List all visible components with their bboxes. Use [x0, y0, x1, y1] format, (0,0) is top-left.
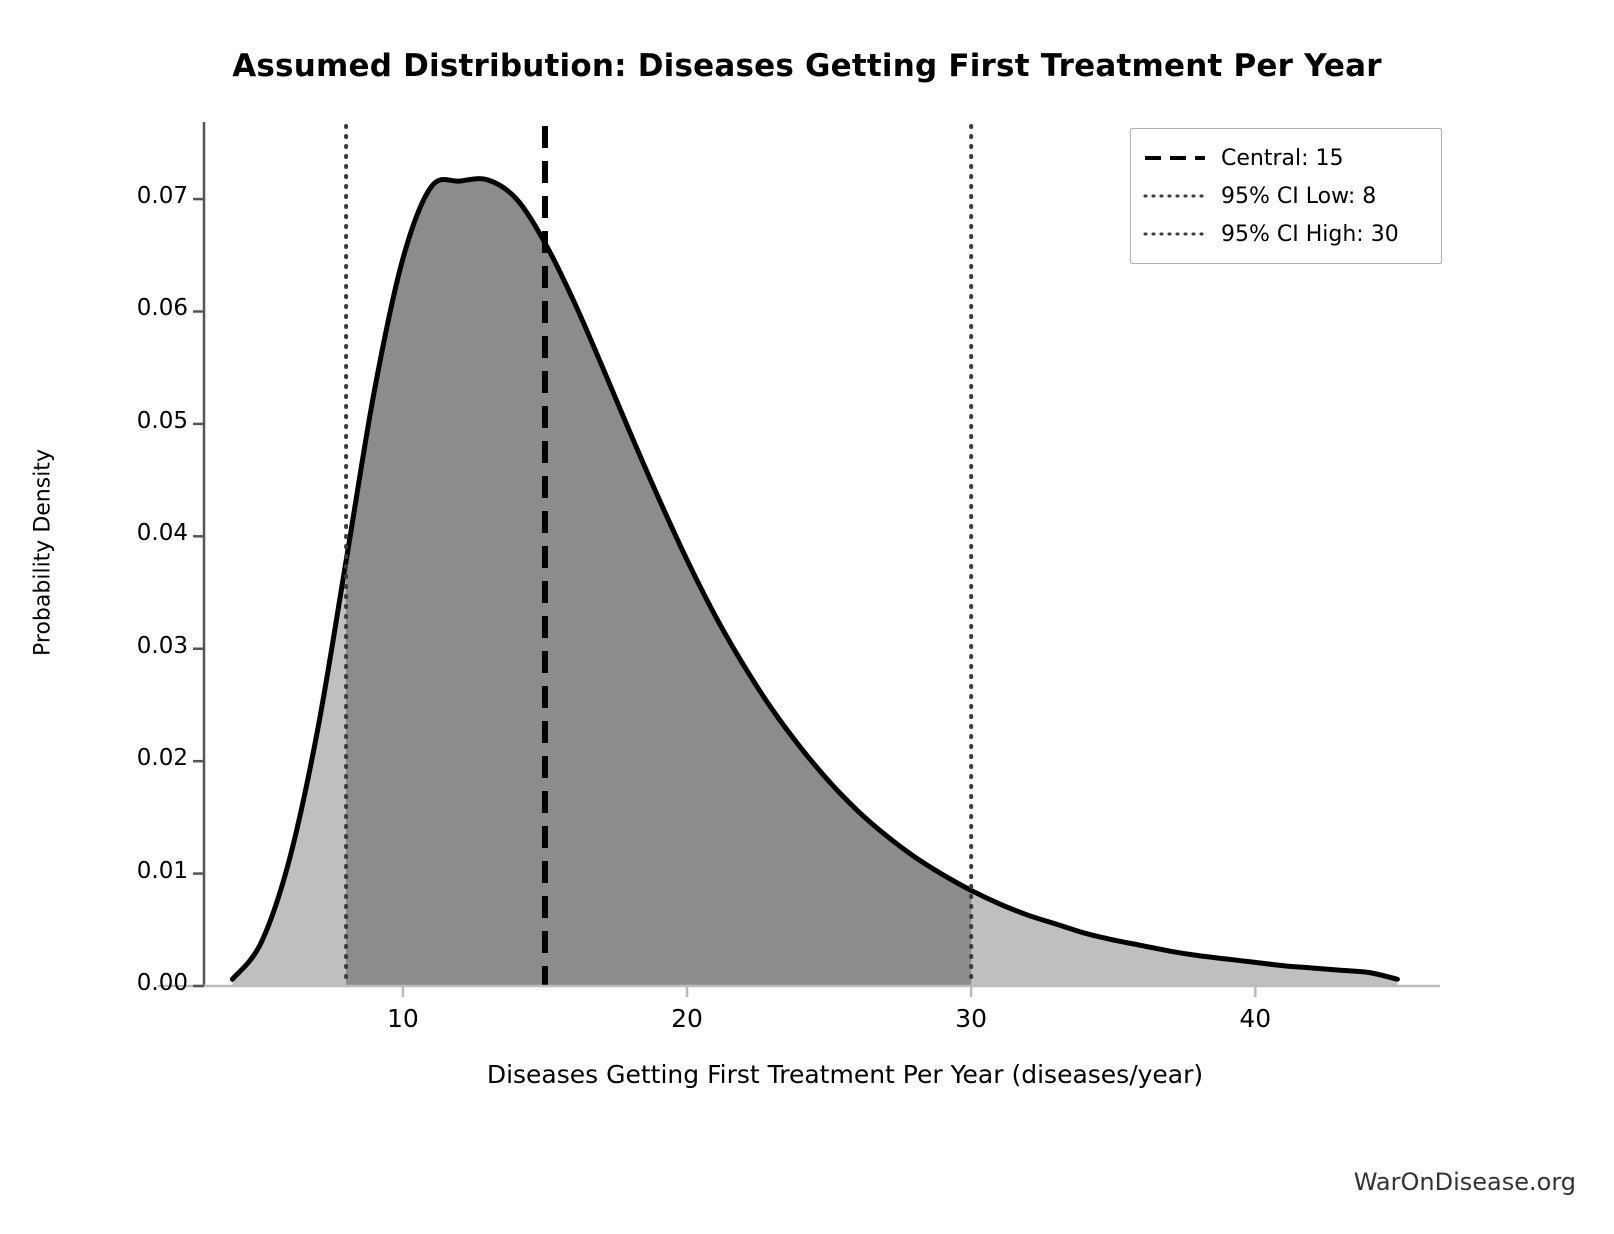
y-tick-label: 0.07: [136, 183, 188, 210]
y-tick-label: 0.04: [136, 520, 188, 547]
x-tick-label: 10: [386, 1004, 419, 1033]
legend-item-ci-low: [1143, 177, 1429, 215]
y-axis-label: Probability Density: [30, 449, 56, 656]
y-tick-label: 0.05: [136, 407, 188, 434]
legend-label-ci-low: 95% CI Low: 8: [1221, 183, 1377, 209]
legend-label-central: Central: 15: [1221, 145, 1344, 171]
chart-title: Assumed Distribution: Diseases Getting First Treatment Per Year: [232, 48, 1382, 84]
area-fill-inside-ci: [232, 179, 1397, 986]
legend: [1130, 128, 1442, 264]
y-tick-label: 0.01: [136, 857, 188, 884]
y-tick-label: 0.06: [136, 295, 188, 322]
legend-item-ci-high: [1143, 215, 1429, 253]
x-axis-label: Diseases Getting First Treatment Per Year (diseases/year): [486, 1060, 1204, 1089]
legend-swatch-dotted-low: [1143, 187, 1207, 205]
watermark: WarOnDisease.org: [1353, 1168, 1576, 1196]
y-tick-label: 0.00: [136, 970, 188, 996]
x-tick-label: 30: [955, 1004, 988, 1033]
legend-label-ci-high: 95% CI High: 30: [1221, 221, 1399, 247]
x-tick-label: 40: [1239, 1004, 1272, 1033]
legend-item-central: [1143, 139, 1429, 177]
legend-swatch-dashed: [1143, 149, 1207, 167]
x-tick-label: 20: [671, 1004, 703, 1033]
y-tick-label: 0.03: [136, 632, 188, 659]
y-tick-label: 0.02: [136, 745, 188, 772]
legend-swatch-dotted-high: [1143, 225, 1207, 243]
